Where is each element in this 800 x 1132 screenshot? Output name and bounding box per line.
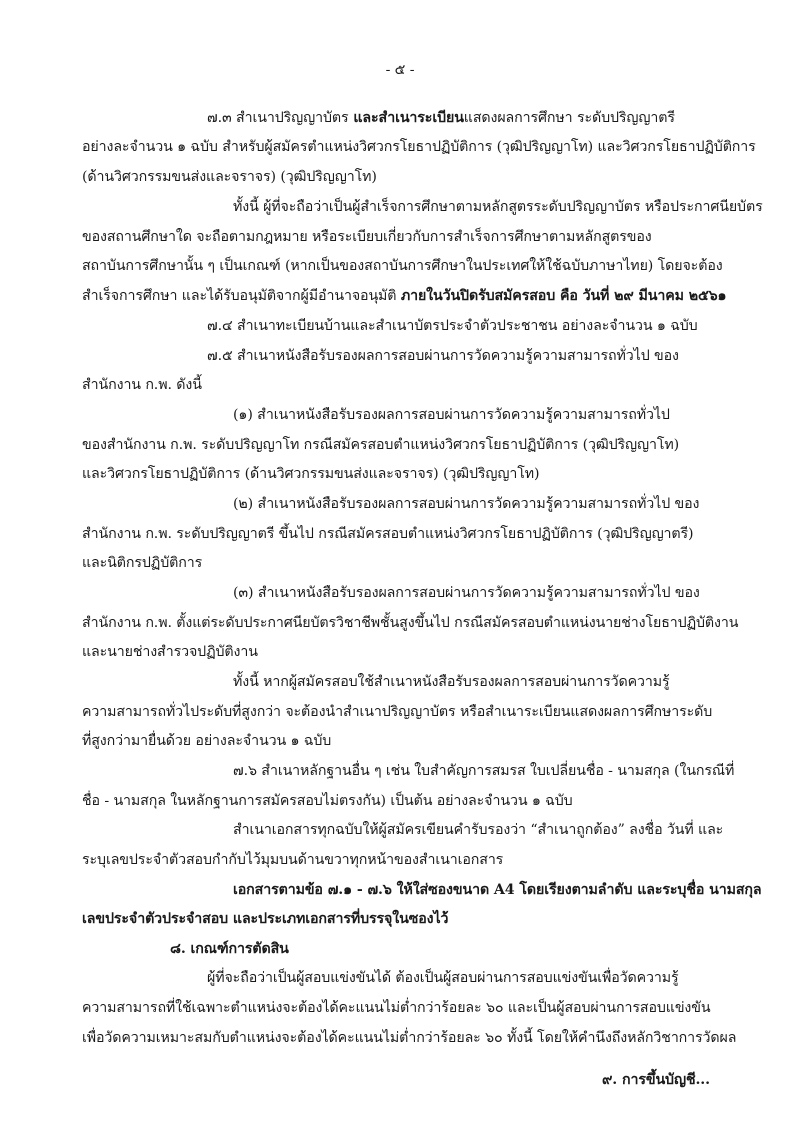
text-span: แสดงผลการศึกษา ระดับปริญญาตรี xyxy=(463,110,675,126)
text-span: ๗.๓ สำเนาปริญญาบัตร xyxy=(207,110,349,126)
deadline-text: ภายในวันปิดรับสมัครสอบ คือ วันที่ ๒๙ มีนาคม ๒๕๖๑ xyxy=(400,288,727,304)
certify-line-1: สำเนาเอกสารทุกฉบับให้ผู้สมัครเขียนคำรับรองว่า “สำเนาถูกต้อง” ลงชื่อ วันที่ และ xyxy=(233,822,724,838)
item-7-3-line-2: อย่างละจำนวน ๑ ฉบับ สำหรับผู้สมัครตำแหน่งวิศวกรโยธาปฏิบัติการ (วุฒิปริญญาโท) และวิศวกรโยธาปฏิบัติการ xyxy=(82,139,756,155)
note-2-line-2: ความสามารถทั่วไประดับที่สูงกว่า จะต้องนำสำเนาปริญญาบัตร หรือสำเนาระเบียนแสดงผลการศึกษาระดับ xyxy=(82,704,713,720)
certify-line-2: ระบุเลขประจำตัวสอบกำกับไว้มุมบนด้านขวาทุกหน้าของสำเนาเอกสาร xyxy=(82,852,504,868)
text-span: สำเร็จการศึกษา และได้รับอนุมัติจากผู้มีอำนาจอนุมัติ xyxy=(82,288,401,304)
item-7-6-line-1: ๗.๖ สำเนาหลักฐานอื่น ๆ เช่น ใบสำคัญการสมรส ใบเปลี่ยนชื่อ - นามสกุล (ในกรณีที่ xyxy=(233,763,735,779)
criteria-line-1: ผู้ที่จะถือว่าเป็นผู้สอบแข่งขันได้ ต้องเป็นผู้สอบผ่านการสอบแข่งขันเพื่อวัดความรู้ xyxy=(207,970,679,986)
note-line-4 xyxy=(82,286,726,306)
note-line-2: ของสถานศึกษาใด จะถือตามกฎหมาย หรือระเบียบเกี่ยวกับการสำเร็จการศึกษาตามหลักสูตรของ xyxy=(82,229,652,245)
item-7-5-line-2: สำนักงาน ก.พ. ดังนี้ xyxy=(82,377,202,393)
page-number: - ๕ - xyxy=(385,62,415,78)
sub-item-2-line-3: และนิติกรปฏิบัติการ xyxy=(82,555,203,571)
sub-item-3-line-1: (๓) สำเนาหนังสือรับรองผลการสอบผ่านการวัดความรู้ความสามารถทั่วไป ของ xyxy=(233,585,700,601)
note-2-line-1: ทั้งนี้ หากผู้สมัครสอบใช้สำเนาหนังสือรับรองผลการสอบผ่านการวัดความรู้ xyxy=(233,674,670,690)
criteria-line-3: เพื่อวัดความเหมาะสมกับตำแหน่งจะต้องได้คะแนนไม่ต่ำกว่าร้อยละ ๖๐ ทั้งนี้ โดยให้คำนึงถึงหลักวิชาการวัดผล xyxy=(82,1030,737,1046)
envelope-instruction-line-1: เอกสารตามข้อ ๗.๑ - ๗.๖ ให้ใส่ซองขนาด A4 โดยเรียงตามลำดับ และระบุชื่อ นามสกุล xyxy=(233,882,762,898)
sub-item-3-line-2: สำนักงาน ก.พ. ตั้งแต่ระดับประกาศนียบัตรวิชาชีพชั้นสูงขึ้นไป กรณีสมัครสอบตำแหน่งนายช่างโยธาปฏิบัติงาน xyxy=(82,615,739,631)
sub-item-3-line-3: และนายช่างสำรวจปฏิบัติงาน xyxy=(82,644,258,660)
bold-span: และสำเนาระเบียน xyxy=(348,110,464,126)
note-2-line-3: ที่สูงกว่ามายื่นด้วย อย่างละจำนวน ๑ ฉบับ xyxy=(82,733,332,749)
next-page-continuation: ๙. การขึ้นบัญชี... xyxy=(602,1072,710,1088)
sub-item-1-line-2: ของสำนักงาน ก.พ. ระดับปริญญาโท กรณีสมัครสอบตำแหน่งวิศวกรโยธาปฏิบัติการ (วุฒิปริญญาโท) xyxy=(82,437,680,453)
sub-item-1-line-1: (๑) สำเนาหนังสือรับรองผลการสอบผ่านการวัดความรู้ความสามารถทั่วไป xyxy=(233,407,670,423)
sub-item-1-line-3: และวิศวกรโยธาปฏิบัติการ (ด้านวิศวกรรมขนส่งและจราจร) (วุฒิปริญญาโท) xyxy=(82,466,540,482)
item-7-6-line-2: ชื่อ - นามสกุล ในหลักฐานการสมัครสอบไม่ตรงกัน) เป็นต้น อย่างละจำนวน ๑ ฉบับ xyxy=(82,793,573,809)
sub-item-2-line-1: (๒) สำเนาหนังสือรับรองผลการสอบผ่านการวัดความรู้ความสามารถทั่วไป ของ xyxy=(233,496,700,512)
note-line-1: ทั้งนี้ ผู้ที่จะถือว่าเป็นผู้สำเร็จการศึกษาตามหลักสูตรระดับปริญญาบัตร หรือประกาศนียบัตร xyxy=(233,199,763,215)
item-7-5-line-1: ๗.๕ สำเนาหนังสือรับรองผลการสอบผ่านการวัดความรู้ความสามารถทั่วไป ของ xyxy=(207,348,679,364)
item-7-3-line-3: (ด้านวิศวกรรมขนส่งและจราจร) (วุฒิปริญญาโท) xyxy=(82,169,377,185)
envelope-instruction-line-2: เลขประจำตัวประจำสอบ และประเภทเอกสารที่บรรจุในซองไว้ xyxy=(82,911,449,927)
criteria-line-2: ความสามารถที่ใช้เฉพาะตำแหน่งจะต้องได้คะแนนไม่ต่ำกว่าร้อยละ ๖๐ และเป็นผู้สอบผ่านการสอบแข่งขัน xyxy=(82,1000,711,1016)
section-8-heading: ๘. เกณฑ์การตัดสิน xyxy=(170,941,289,957)
sub-item-2-line-2: สำนักงาน ก.พ. ระดับปริญญาตรี ขึ้นไป กรณีสมัครสอบตำแหน่งวิศวกรโยธาปฏิบัติการ (วุฒิปริญญาตรี) xyxy=(82,526,694,542)
note-line-3: สถาบันการศึกษานั้น ๆ เป็นเกณฑ์ (หากเป็นของสถาบันการศึกษาในประเทศให้ใช้ฉบับภาษาไทย) โดยจะต้อง xyxy=(82,258,723,274)
item-7-4: ๗.๔ สำเนาทะเบียนบ้านและสำเนาบัตรประจำตัวประชาชน อย่างละจำนวน ๑ ฉบับ xyxy=(207,318,698,334)
item-7-3-line-1 xyxy=(207,108,675,128)
